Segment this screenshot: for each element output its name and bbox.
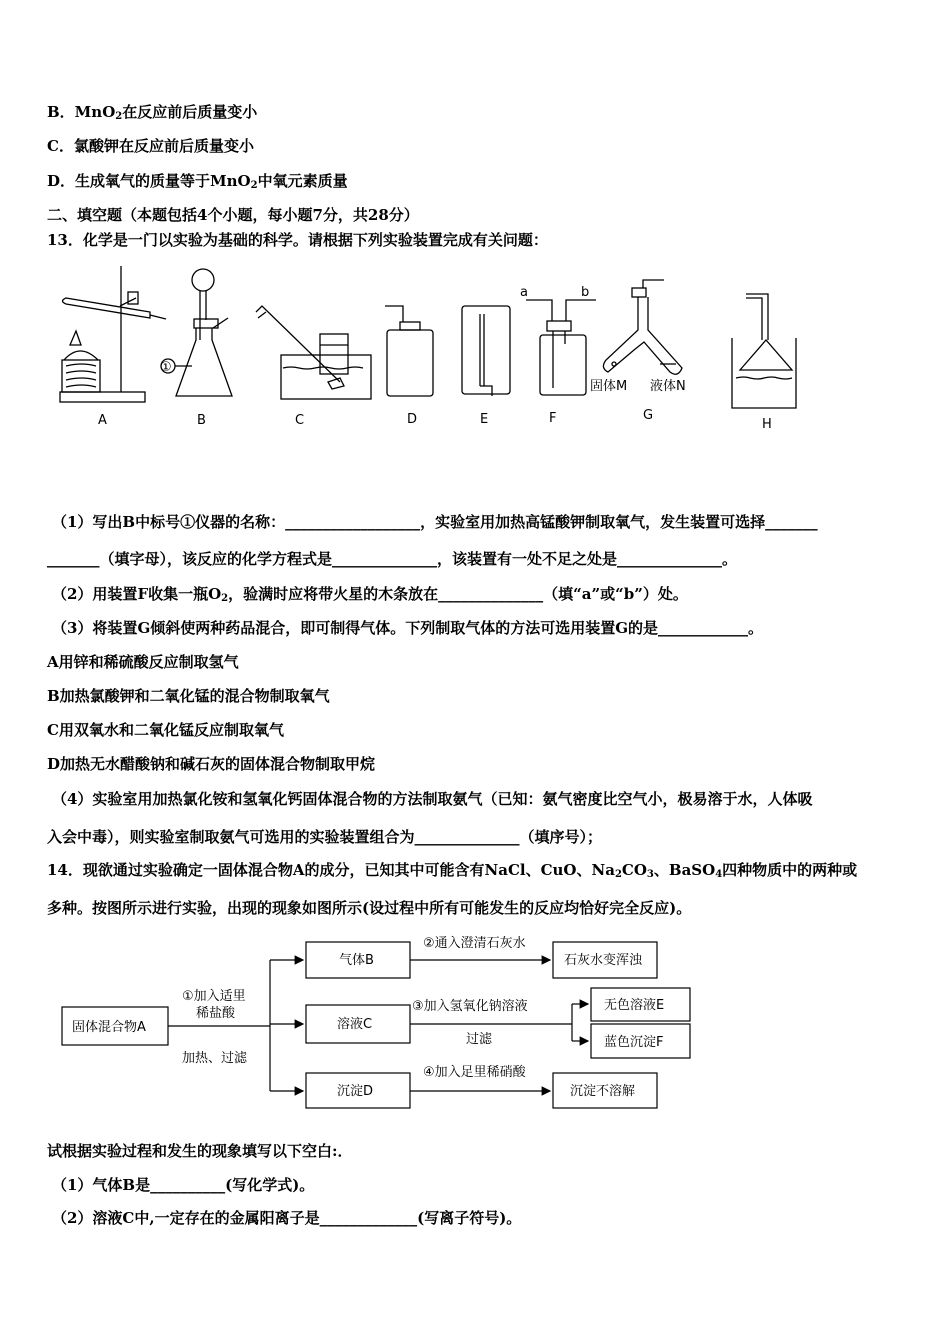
label-f: F [549, 411, 557, 426]
flow-step1-l3: 加热、过滤 [182, 1051, 248, 1066]
flow-step3-sub: 过滤 [466, 1032, 493, 1047]
label-d: D [407, 412, 418, 427]
flow-solution-e: 无色溶液E [604, 998, 665, 1013]
flow-turbid: 石灰水变浑浊 [564, 953, 643, 968]
flow-step3: ③加入氢氧化钠溶液 [412, 999, 528, 1014]
q13-option-b: B加热氯酸钾和二氧化锰的混合物制取氧气 [47, 687, 330, 705]
flow-step2: ②通入澄清石灰水 [423, 936, 526, 951]
q14-fill2: （2）溶液C中,一定存在的金属阳离子是_____________(写离子符号)。 [52, 1209, 522, 1227]
q13-option-a: A用锌和稀硫酸反应制取氢气 [47, 653, 239, 671]
q14-fill-intro: 试根据实验过程和发生的现象填写以下空白:． [47, 1142, 353, 1160]
q13-option-c: C用双氧水和二氧化锰反应制取氧气 [47, 721, 284, 739]
option-d: D．生成氧气的质量等于MnO$_2$中氧元素质量 [47, 172, 348, 191]
q13-part1-line2: _______（填字母），该反应的化学方程式是______________，该装置有一处不足之处是______________。 [47, 550, 738, 568]
flow-step1-l1: ①加入适里 [182, 989, 246, 1004]
tube-a-label: a [520, 285, 528, 300]
option-c: C．氯酸钾在反应前后质量变小 [47, 137, 254, 155]
label-h: H [762, 417, 772, 432]
section-title: 二、填空题（本题包括4个小题，每小题7分，共28分） [47, 206, 419, 224]
flow-step1-l2: 稀盐酸 [196, 1006, 236, 1021]
flow-insoluble: 沉淀不溶解 [570, 1084, 636, 1099]
flow-gas: 气体B [339, 953, 374, 968]
flow-precipitate: 沉淀D [337, 1084, 374, 1099]
q14-stem-line1: 14．现欲通过实验确定一固体混合物A的成分，已知其中可能含有NaCl、CuO、$Na_2CO_3$、BaSO$_4$四种物质中的两种或 [47, 861, 858, 880]
q14-stem-line2: 多种。按图所示进行实验，出现的现象如图所示(设过程中所有可能发生的反应均恰好完全反应)。 [47, 899, 692, 917]
liquid-n-label: 液体N [650, 379, 686, 394]
q13-stem: 13．化学是一门以实验为基础的科学。请根据下列实验装置完成有关问题： [47, 231, 548, 249]
marker-1: ① [160, 360, 172, 375]
q13-part4-line2: 入会中毒），则实验室制取氨气可选用的实验装置组合为______________（填序号）； [47, 828, 603, 846]
tube-b-label: b [581, 285, 590, 300]
label-c: C [295, 413, 305, 428]
q13-option-d: D加热无水醋酸钠和碱石灰的固体混合物制取甲烷 [47, 755, 376, 773]
label-a: A [98, 413, 107, 428]
q14-fill1: （1）气体B是__________(写化学式)。 [52, 1176, 315, 1194]
q13-part1-line1: （1）写出B中标号①仪器的名称：__________________，实验室用加热高锰酸钾制取氧气，发生装置可选择_______ [52, 513, 818, 531]
q13-part2: （2）用装置F收集一瓶$O_2$，验满时应将带火星的木条放在______________（填“a”或“b”）处。 [52, 585, 688, 604]
label-e: E [480, 412, 489, 427]
label-g: G [643, 408, 654, 423]
flow-solution: 溶液C [337, 1017, 373, 1032]
flow-mixture: 固体混合物A [72, 1020, 146, 1035]
q13-part4-line1: （4）实验室用加热氯化铵和氢氧化钙固体混合物的方法制取氨气（已知：氨气密度比空气小，极易溶于水，人体吸 [52, 790, 813, 808]
solid-m-label: 固体M [590, 379, 628, 394]
flow-precipitate-f: 蓝色沉淀F [604, 1035, 664, 1050]
flow-step4: ④加入足里稀硝酸 [423, 1065, 526, 1080]
q13-part3: （3）将装置G倾斜使两种药品混合，即可制得气体。下列制取气体的方法可选用装置G的是____________。 [52, 619, 764, 637]
label-b: B [197, 413, 206, 428]
option-b: B．MnO$_2$在反应前后质量变小 [47, 103, 258, 122]
